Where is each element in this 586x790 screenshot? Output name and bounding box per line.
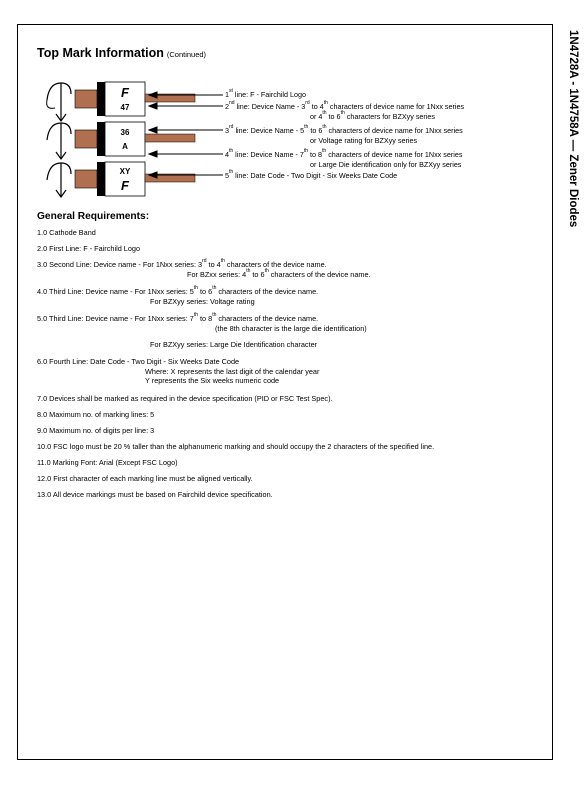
req-11: 11.0 Marking Font: Arial (Except FSC Logo) bbox=[37, 458, 178, 467]
req-6: 6.0 Fourth Line: Date Code - Two Digit - Six Weeks Date Code Where: X represents the last digit of the calendar year Y represents the Six weeks numeric code bbox=[37, 357, 320, 385]
band-label-3a: XY bbox=[119, 167, 131, 176]
diode-3 bbox=[47, 162, 195, 197]
req-3: 3.0 Second Line: Device name - For 1Nxx series: 3rd to 4th characters of the device name. For BZxx series: 4th to 6th characters of the device name. bbox=[37, 258, 371, 279]
annotation-line-5: 5th line: Date Code - Two Digit - Six Weeks Date Code bbox=[225, 169, 398, 180]
annotation-line-4: 4th line: Device Name - 7th to 8th characters of device name for 1Nxx series bbox=[225, 148, 463, 159]
band-label-3b: F bbox=[121, 178, 129, 193]
diode-marking-diagram bbox=[37, 80, 237, 198]
req-7: 7.0 Devices shall be marked as required in the device specification (PID or FSC Test Spec). bbox=[37, 394, 333, 403]
req-2: 2.0 First Line: F - Fairchild Logo bbox=[37, 244, 141, 253]
annotation-line-3: 3rd line: Device Name - 5th to 6th characters of device name for 1Nxx series bbox=[225, 124, 463, 135]
general-requirements-heading: General Requirements: bbox=[37, 211, 150, 222]
annotation-line-2: 2nd line: Device Name - 3rd to 4th characters of device name for 1Nxx series bbox=[225, 100, 465, 111]
req-10: 10.0 FSC logo must be 20 % taller than the alphanumeric marking and should occupy the 2 characters of the specified line. bbox=[37, 442, 435, 451]
band-label-1a: F bbox=[121, 85, 129, 100]
annotation-line-4b: or Large Die identification only for BZXyy series bbox=[310, 160, 462, 169]
diode-1 bbox=[47, 82, 195, 121]
req-4: 4.0 Third Line: Device name - For 1Nxx series: 5th to 6th characters of the device name. For BZXyy series: Voltage rating bbox=[37, 285, 319, 306]
req-13: 13.0 All device markings must be based on Fairchild device specification. bbox=[37, 490, 273, 499]
side-title: 1N4728A - 1N4758A — Zener Diodes bbox=[567, 30, 579, 228]
annotation-line-3b: or Voltage rating for BZXyy series bbox=[310, 136, 418, 145]
annotation-line-2b: or 4th to 6th characters for BZXyy series bbox=[310, 110, 436, 121]
page-title: Top Mark Information (Continued) bbox=[37, 46, 207, 60]
diode-2 bbox=[47, 122, 195, 159]
req-12: 12.0 First character of each marking line must be aligned vertically. bbox=[37, 474, 253, 483]
req-1: 1.0 Cathode Band bbox=[37, 228, 96, 237]
req-5: 5.0 Third Line: Device name - For 1Nxx series: 7th to 8th characters of the device name. (the 8th character is the large die identification) For BZXyy series: Large Die Identification character bbox=[37, 312, 367, 349]
title-note: (Continued) bbox=[166, 50, 207, 59]
band-label-2a: 36 bbox=[120, 128, 130, 137]
band-label-1b: 47 bbox=[120, 103, 130, 112]
req-8: 8.0 Maximum no. of marking lines: 5 bbox=[37, 410, 155, 419]
req-9: 9.0 Maximum no. of digits per line: 3 bbox=[37, 426, 155, 435]
band-label-2b: A bbox=[122, 142, 128, 151]
annotation-line-1: 1st line: F - Fairchild Logo bbox=[225, 88, 306, 99]
